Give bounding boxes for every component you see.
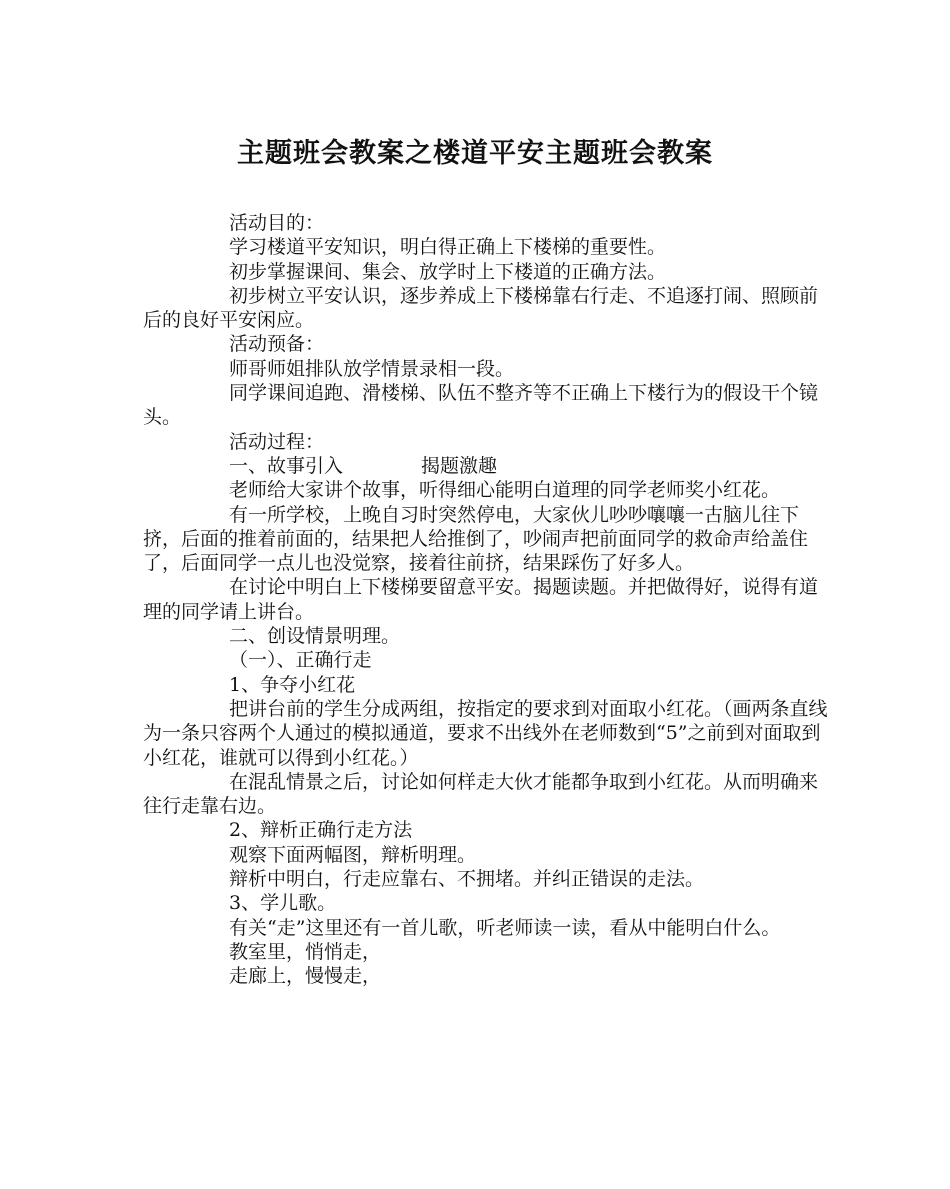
paragraph: 活动目的： (229, 212, 325, 234)
paragraph: 有一所学校，上晚自习时突然停电，大家伙儿吵吵嚷嚷一古脑儿往下挤，后面的推着前面的，结果把人给推倒了，吵闹声把前面同学的救命声给盖住了，后面同学一点儿也没觉察，接着往前挤，结果踩伤了好多人。 (143, 503, 809, 575)
paragraph: （一）、正确行走 (229, 649, 372, 672)
paragraph: 初步掌握课间、集会、放学时上下楼道的正确方法。 (229, 260, 667, 283)
paragraph: 3、学儿歌。 (229, 892, 337, 915)
paragraph: 把讲台前的学生分成两组，按指定的要求到对面取小红花。（画两条直线为一条只容两个人通过的模拟通道，要求不出线外在老师数到“5”之前到对面取到小红花，谁就可以得到小红花。） (143, 697, 828, 769)
paragraph: 活动过程： (229, 430, 325, 453)
paragraph: 辩析中明白，行走应靠右、不拥堵。并纠正错误的走法。 (229, 868, 705, 891)
section-heading (143, 454, 828, 478)
section-heading-part: 一、故事引入 (229, 454, 344, 477)
paragraph: 活动预备： (229, 333, 325, 356)
paragraph: 教室里，悄悄走， (229, 940, 382, 963)
paragraph: 初步树立平安认识，逐步养成上下楼梯靠右行走、不追逐打闹、照顾前后的良好平安闲应。 (143, 284, 819, 332)
paragraph: 2、辩析正确行走方法 (229, 819, 413, 842)
paragraph: 有关“走”这里还有一首儿歌，听老师读一读，看从中能明白什么。 (229, 916, 781, 939)
document-title: 主题班会教案之楼道平安主题班会教案 (237, 138, 713, 169)
paragraph: 观察下面两幅图，辩析明理。 (229, 843, 477, 866)
paragraph: 1、争夺小红花 (229, 673, 356, 696)
paragraph: 老师给大家讲个故事，听得细心能明白道理的同学老师奖小红花。 (229, 479, 781, 502)
document-body (143, 211, 828, 989)
section-heading-part: 揭题激趣 (421, 454, 498, 477)
paragraph: 走廊上，慢慢走， (229, 965, 382, 988)
paragraph: 在讨论中明白上下楼梯要留意平安。揭题读题。并把做得好，说得有道理的同学请上讲台。 (143, 576, 819, 623)
paragraph: 师哥师姐排队放学情景录相一段。 (229, 357, 515, 380)
paragraph: 学习楼道平安知识，明白得正确上下楼梯的重要性。 (229, 236, 667, 259)
paragraph: 同学课间追跑、滑楼梯、队伍不整齐等不正确上下楼行为的假设干个镜头。 (143, 382, 819, 429)
paragraph: 在混乱情景之后，讨论如何样走大伙才能都争取到小红花。从而明确来往行走靠右边。 (143, 770, 819, 818)
paragraph: 二、创设情景明理。 (229, 625, 401, 648)
